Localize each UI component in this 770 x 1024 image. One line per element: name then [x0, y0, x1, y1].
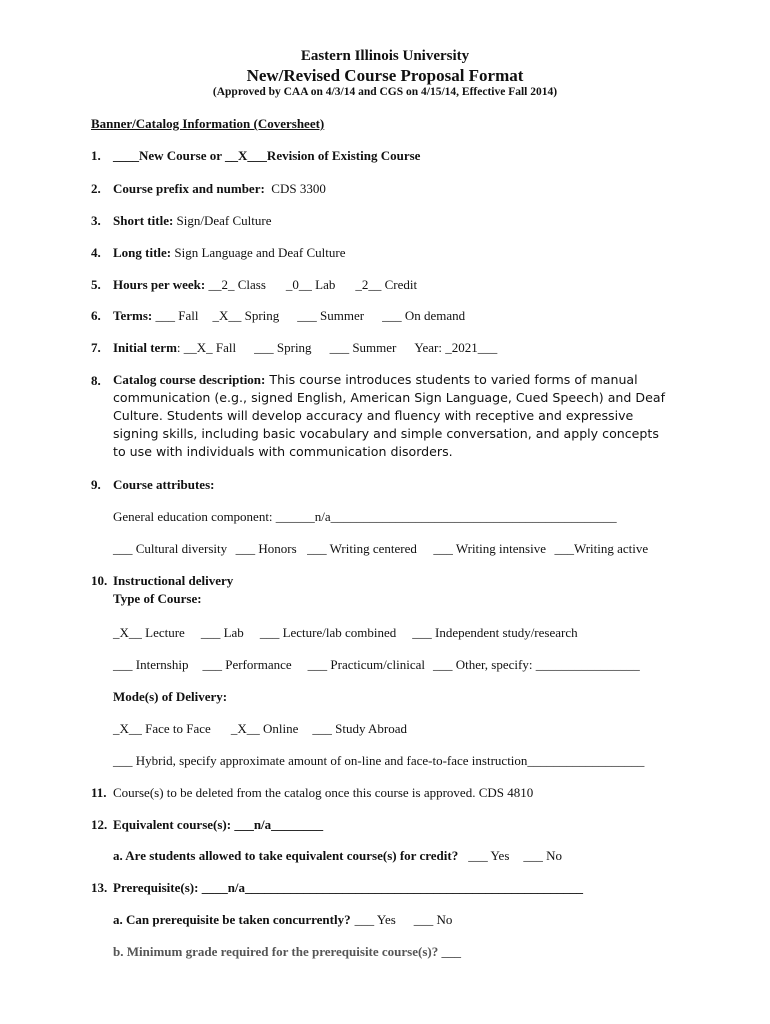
attr-honors: ___ Honors	[235, 541, 297, 556]
item-number: 12.	[91, 817, 108, 832]
prerequisites: Prerequisite(s): ____n/a____________________________________________________	[113, 880, 584, 895]
type-lecture: _X__ Lecture	[113, 625, 185, 640]
term-spring: _X__ Spring	[212, 308, 280, 323]
deleted-courses-text: Course(s) to be deleted from the catalog once this course is approved. CDS 4810	[113, 785, 534, 800]
course-type-choice: ____New Course or __X___Revision of Existing Course	[113, 148, 421, 163]
field-label: Hours per week:	[113, 277, 206, 292]
mode-online: _X__ Online	[230, 721, 299, 736]
field-label: Long title:	[113, 245, 172, 260]
equivalent-credit-question	[113, 848, 562, 864]
question-text: a. Can prerequisite be taken concurrently?	[113, 912, 351, 927]
university-name: Eastern Illinois University	[300, 48, 470, 64]
long-title-value: Sign Language and Deaf Culture	[174, 245, 346, 260]
course-type-options-2	[113, 657, 640, 673]
course-prefix-value: CDS 3300	[271, 181, 326, 196]
attr-cultural-diversity: ___ Cultural diversity	[113, 541, 228, 556]
item-number: 10.	[91, 573, 108, 588]
delivery-mode-options	[113, 721, 407, 737]
item-number: 8.	[91, 373, 101, 388]
answer-no: ___ No	[413, 912, 453, 927]
attr-writing-active: ___Writing active	[554, 541, 649, 556]
answer-yes: ___ Yes	[468, 848, 510, 863]
initial-fall: : __X_ Fall	[176, 340, 237, 355]
field-label: Short title:	[113, 213, 174, 228]
short-title-value: Sign/Deaf Culture	[176, 213, 272, 228]
field-label: Initial term	[113, 340, 177, 355]
field-label: Instructional delivery	[113, 573, 234, 588]
class-hours: __2_ Class	[208, 277, 266, 292]
initial-summer: ___ Summer	[329, 340, 397, 355]
lab-hours: _0__ Lab	[285, 277, 336, 292]
item-number: 13.	[91, 880, 108, 895]
field-label: Course attributes:	[113, 477, 215, 492]
page-title: New/Revised Course Proposal Format	[246, 66, 524, 85]
type-other: ___ Other, specify: ________________	[432, 657, 640, 672]
item-number: 5.	[91, 277, 101, 292]
type-of-course-label: Type of Course:	[113, 591, 202, 606]
catalog-description	[113, 371, 673, 461]
type-lecture-lab: ___ Lecture/lab combined	[259, 625, 397, 640]
initial-year: Year: _2021___	[414, 340, 498, 355]
term-fall: ___ Fall	[155, 308, 199, 323]
section-heading: Banner/Catalog Information (Coversheet)	[91, 116, 325, 131]
type-internship: ___ Internship	[113, 657, 189, 672]
type-lab: ___ Lab	[200, 625, 244, 640]
mode-study-abroad: ___ Study Abroad	[312, 721, 407, 736]
item-number: 7.	[91, 340, 101, 355]
initial-spring: ___ Spring	[254, 340, 312, 355]
approval-note: (Approved by CAA on 4/3/14 and CGS on 4/15/14, Effective Fall 2014)	[212, 86, 558, 98]
field-label: Course prefix and number:	[113, 181, 265, 196]
item-number: 2.	[91, 181, 101, 196]
attribute-options	[113, 541, 648, 557]
term-summer: ___ Summer	[297, 308, 365, 323]
item-number: 6.	[91, 308, 101, 323]
mode-hybrid: ___ Hybrid, specify approximate amount of on-line and face-to-face instruction__________________	[113, 753, 645, 768]
credit-hours: _2__ Credit	[355, 277, 418, 292]
attr-writing-centered: ___ Writing centered	[307, 541, 417, 556]
catalog-description-text: This course introduces students to varied forms of manual communication (e.g., signed English, American Sign Language, Cued Speech) and Deaf Culture. Students will develop accuracy and fluency with receptive and expressive signing skills, including basic vocabulary and simple conversation, and apply concepts to use with individuals with communication disorders.	[113, 372, 666, 459]
field-label: Terms:	[113, 308, 153, 323]
equivalent-courses: Equivalent course(s): ___n/a________	[113, 817, 324, 832]
type-independent-study: ___ Independent study/research	[412, 625, 578, 640]
type-practicum: ___ Practicum/clinical	[307, 657, 425, 672]
type-performance: ___ Performance	[202, 657, 292, 672]
mode-face-to-face: _X__ Face to Face	[113, 721, 211, 736]
term-on-demand: ___ On demand	[382, 308, 466, 323]
question-text: a. Are students allowed to take equivalent course(s) for credit?	[113, 848, 459, 863]
item-number: 1.	[91, 148, 101, 163]
item-number: 4.	[91, 245, 101, 260]
attr-writing-intensive: ___ Writing intensive	[433, 541, 546, 556]
answer-yes: ___ Yes	[354, 912, 396, 927]
field-label: Catalog course description:	[113, 372, 266, 387]
gen-ed-component: General education component: ______n/a____________________________________________	[113, 509, 617, 524]
modes-of-delivery-label: Mode(s) of Delivery:	[113, 689, 228, 704]
item-number: 9.	[91, 477, 101, 492]
concurrent-question	[113, 912, 452, 928]
item-number: 3.	[91, 213, 101, 228]
answer-no: ___ No	[523, 848, 563, 863]
item-number: 11.	[91, 785, 107, 800]
minimum-grade-question: b. Minimum grade required for the prerequisite course(s)? ___	[113, 944, 461, 959]
course-type-options	[113, 625, 578, 641]
